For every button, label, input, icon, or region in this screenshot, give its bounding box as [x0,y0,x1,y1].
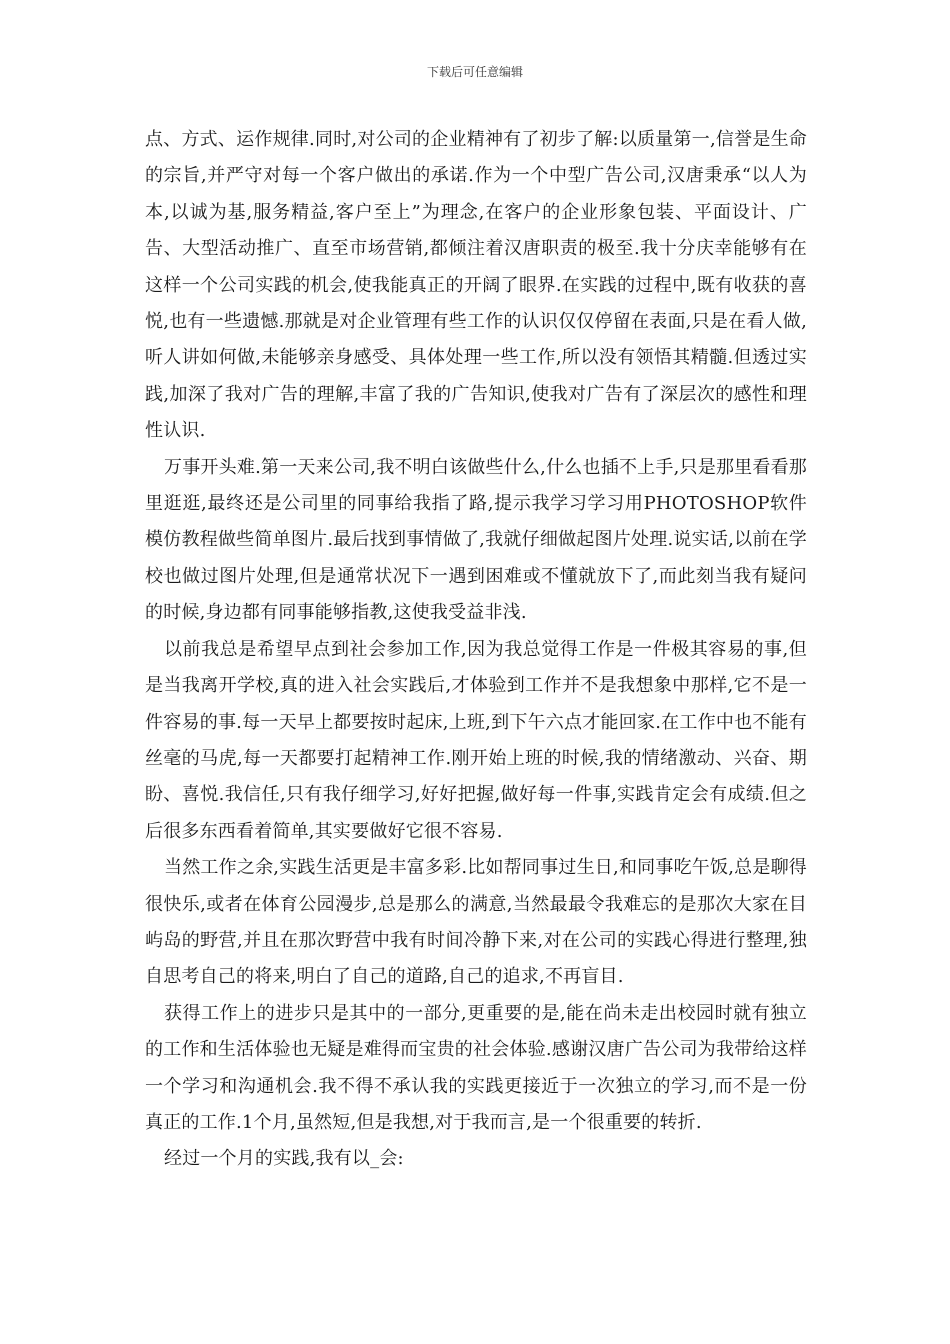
paragraph-4: 当然工作之余,实践生活更是丰富多彩.比如帮同事过生日,和同事吃午饭,总是聊得很快乐,或者在体育公园漫步,总是那么的满意,当然最最令我难忘的是那次大家在目屿岛的野营,并且在那次野营中我有时间冷静下来,对在公司的实践心得进行整理,独自思考自己的将来,明白了自己的道路,自己的追求,不再盲目. [145,857,807,988]
paragraph-6: 经过一个月的实践,我有以_会: [164,1148,404,1170]
paragraph-5: 获得工作上的进步只是其中的一部分,更重要的是,能在尚未走出校园时就有独立的工作和生活体验也无疑是难得而宝贵的社会体验.感谢汉唐广告公司为我带给这样一个学习和沟通机会.我不得不承认我的实践更接近于一次独立的学习,而不是一份真正的工作.1个月,虽然短,但是我想,对于我而言,是一个很重要的转折. [145,1002,807,1133]
paragraph-1: 点、方式、运作规律.同时,对公司的企业精神有了初步了解:以质量第一,信誉是生命的宗旨,并严守对每一个客户做出的承诺.作为一个中型广告公司,汉唐秉承“以人为本,以诚为基,服务精益,客户至上”为理念,在客户的企业形象包装、平面设计、广告、大型活动推广、直至市场营销,都倾注着汉唐职责的极至.我十分庆幸能够有在这样一个公司实践的机会,使我能真正的开阔了眼界.在实践的过程中,既有收获的喜悦,也有一些遗憾.那就是对企业管理有些工作的认识仅仅停留在表面,只是在看人做,听人讲如何做,未能够亲身感受、具体处理一些工作,所以没有领悟其精髓.但透过实践,加深了我对广告的理解,丰富了我的广告知识,使我对广告有了深层次的感性和理性认识. [145,129,807,442]
paragraph-2: 万事开头难.第一天来公司,我不明白该做些什么,什么也插不上手,只是那里看看那里逛逛,最终还是公司里的同事给我指了路,提示我学习学习用PHOTOSHOP软件模仿教程做些简单图片.最后找到事情做了,我就仔细做起图片处理.说实话,以前在学校也做过图片处理,但是通常状况下一遇到困难或不懂就放下了,而此刻当我有疑问的时候,身边都有同事能够指教,这使我受益非浅. [145,456,807,624]
page-header: 下载后可任意编辑 [426,65,523,79]
paragraph-3: 以前我总是希望早点到社会参加工作,因为我总觉得工作是一件极其容易的事,但是当我离开学校,真的进入社会实践后,才体验到工作并不是我想象中那样,它不是一件容易的事.每一天早上都要按时起床,上班,到下午六点才能回家.在工作中也不能有丝毫的马虎,每一天都要打起精神工作.刚开始上班的时候,我的情绪激动、兴奋、期盼、喜悦.我信任,只有我仔细学习,好好把握,做好每一件事,实践肯定会有成绩.但之后很多东西看着简单,其实要做好它很不容易. [145,638,807,842]
document-body [145,122,807,1178]
